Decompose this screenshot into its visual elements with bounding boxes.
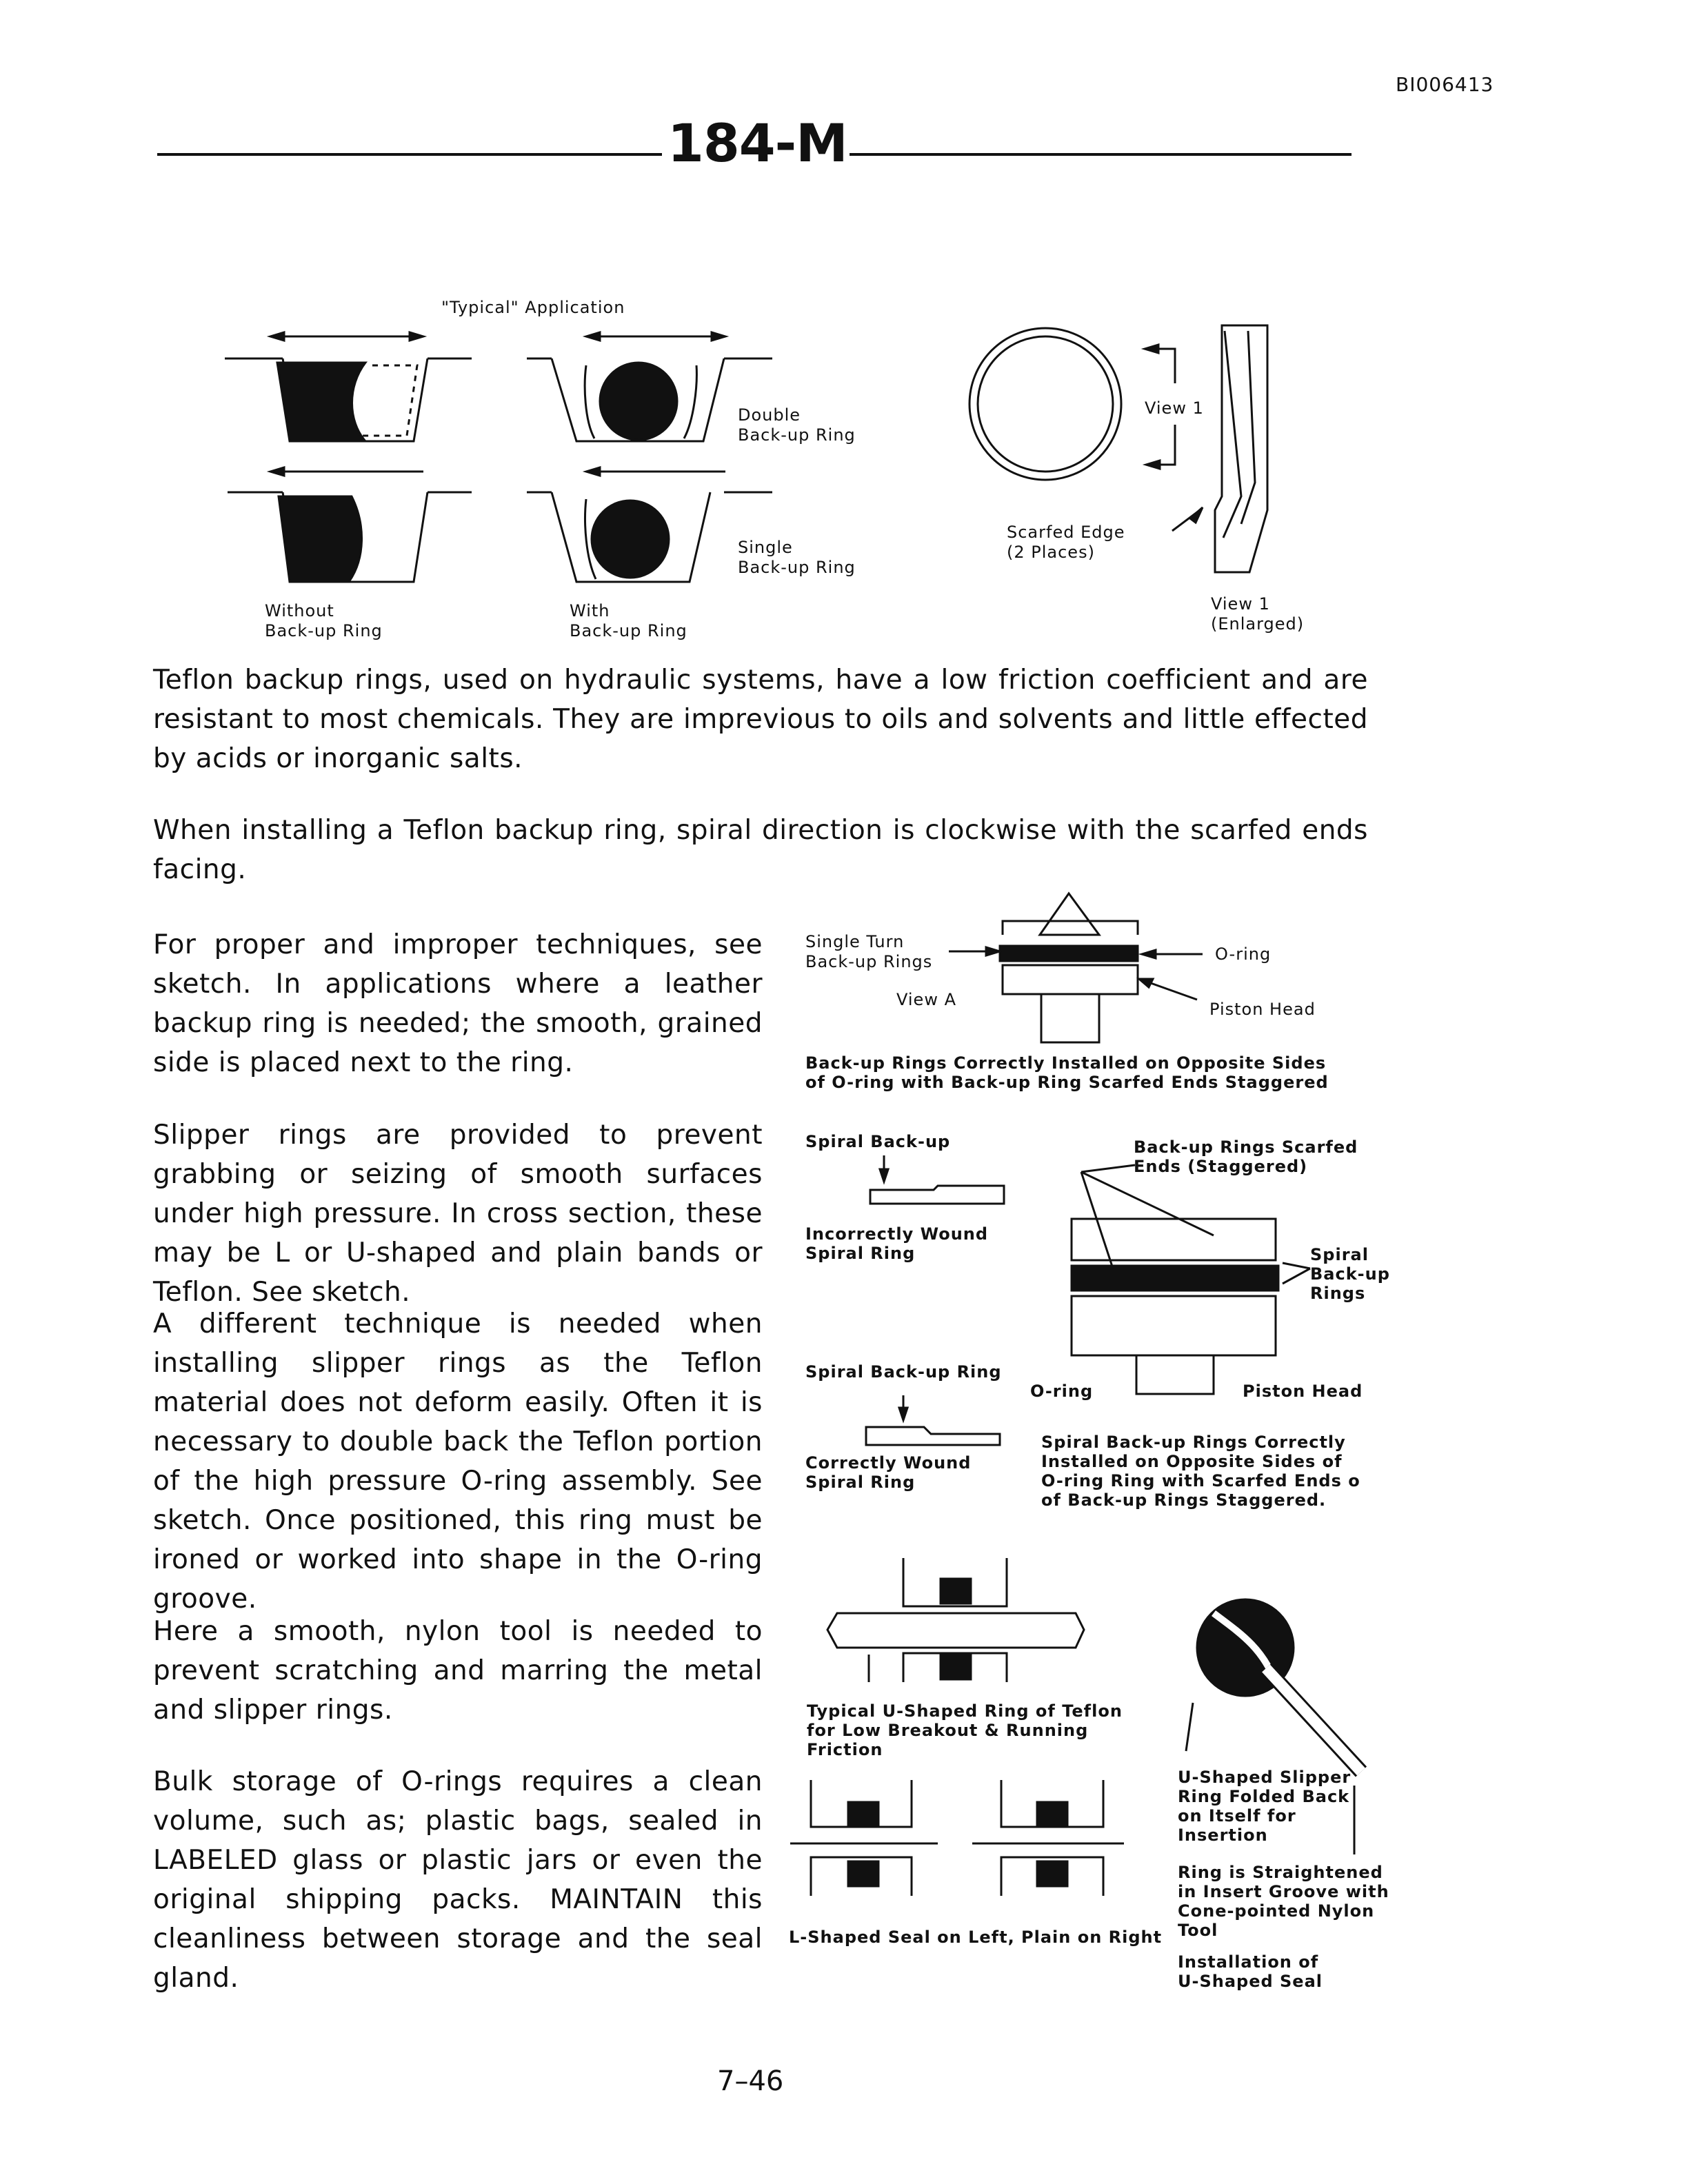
scarfed-edge-label: Scarfed Edge (2 Places) (1007, 523, 1125, 562)
spiral-oring-label: O-ring (1030, 1382, 1094, 1401)
straightened-label: Ring is Straightened in Insert Groove with Cone-pointed Nylon Tool (1178, 1863, 1389, 1940)
paragraph-teflon-backup: Teflon backup rings, used on hydraulic systems, have a low friction coefficient and are resistant to most chemicals. They are imprevious to oils and solvents and little effected by acids or inorganic salts. (153, 665, 1368, 774)
paragraph-proper-techniques: For proper and improper techniques, see sketch. In applications where a leather backup ring is needed; the smooth, grained side is placed next to the ring. (153, 929, 763, 1078)
page-number: 7–46 (717, 2065, 784, 2097)
without-backup-label: Without Back-up Ring (265, 601, 383, 640)
paragraph-slipper-rings: Slipper rings are provided to prevent grabbing or seizing of smooth surfaces under high pressure. In cross section, these may be L or U-shaped and plain bands or Teflon. See sketch. (153, 1120, 763, 1308)
view-a-label: View A (896, 990, 956, 1009)
single-turn-figure (949, 893, 1203, 1042)
single-turn-piston-head-label: Piston Head (1209, 1000, 1316, 1019)
spiral-backup-ring-label: Spiral Back-up Ring (805, 1362, 1002, 1382)
incorrect-spiral-label: Incorrectly Wound Spiral Ring (805, 1224, 989, 1263)
with-backup-label: With Back-up Ring (570, 601, 687, 640)
single-turn-oring-label: O-ring (1215, 944, 1272, 964)
spiral-caption: Spiral Back-up Rings Correctly Installed on Opposite Sides of O-ring Ring with Scarfed Ends o of Back-up Rings Staggered. (1041, 1433, 1360, 1510)
paragraph-different-technique: A different technique is needed when installing slipper rings as the Teflon material does not deform easily. Often it is necessary to double back the Teflon portion of the high pressure O-ring assembly. See sketch. Once positioned, this ring must be ironed or worked into shape in the O-ring groove. (153, 1308, 763, 1615)
spiral-piston-head-label: Piston Head (1243, 1382, 1363, 1401)
single-turn-caption: Back-up Rings Correctly Installed on Opposite Sides of O-ring with Back-up Ring Scarfed Ends Staggered (805, 1053, 1329, 1092)
spiral-rings-label: Spiral Back-up Rings (1310, 1245, 1390, 1303)
typical-application-caption: "Typical" Application (441, 298, 625, 317)
page-title: 184-M (667, 112, 847, 174)
paragraph-nylon-tool: Here a smooth, nylon tool is needed to prevent scratching and marring the metal and slipper rings. (153, 1616, 763, 1726)
u-shaped-caption: Typical U-Shaped Ring of Teflon for Low Breakout & Running Friction (807, 1701, 1123, 1759)
extruded-oring-shape (277, 363, 365, 441)
correct-spiral-label: Correctly Wound Spiral Ring (805, 1453, 972, 1492)
spiral-figure (866, 1155, 1310, 1445)
document-id: BI006413 (1396, 73, 1494, 96)
single-backup-label: Single Back-up Ring (738, 538, 856, 577)
folded-back-label: U-Shaped Slipper Ring Folded Back on Itself for Insertion (1178, 1768, 1352, 1845)
view1-enlarged-label: View 1 (Enlarged) (1211, 594, 1305, 634)
double-backup-label: Double Back-up Ring (738, 405, 856, 445)
single-turn-label: Single Turn Back-up Rings (805, 932, 933, 971)
paragraph-installing-teflon: When installing a Teflon backup ring, spiral direction is clockwise with the scarfed ends facing. (153, 815, 1368, 885)
oring-cross-section (600, 363, 677, 440)
paragraph-bulk-storage: Bulk storage of O-rings requires a clean volume, such as; plastic bags, sealed in LABELED glass or plastic jars or even the original shipping packs. MAINTAIN this cleanliness between storage and the seal gland. (153, 1766, 763, 1994)
l-shaped-caption: L-Shaped Seal on Left, Plain on Right (789, 1928, 1163, 1947)
installation-label: Installation of U-Shaped Seal (1178, 1952, 1323, 1991)
view1-label: View 1 (1145, 398, 1204, 418)
scarfed-ends-label: Back-up Rings Scarfed Ends (Staggered) (1134, 1138, 1358, 1176)
spiral-backup-label: Spiral Back-up (805, 1132, 951, 1151)
